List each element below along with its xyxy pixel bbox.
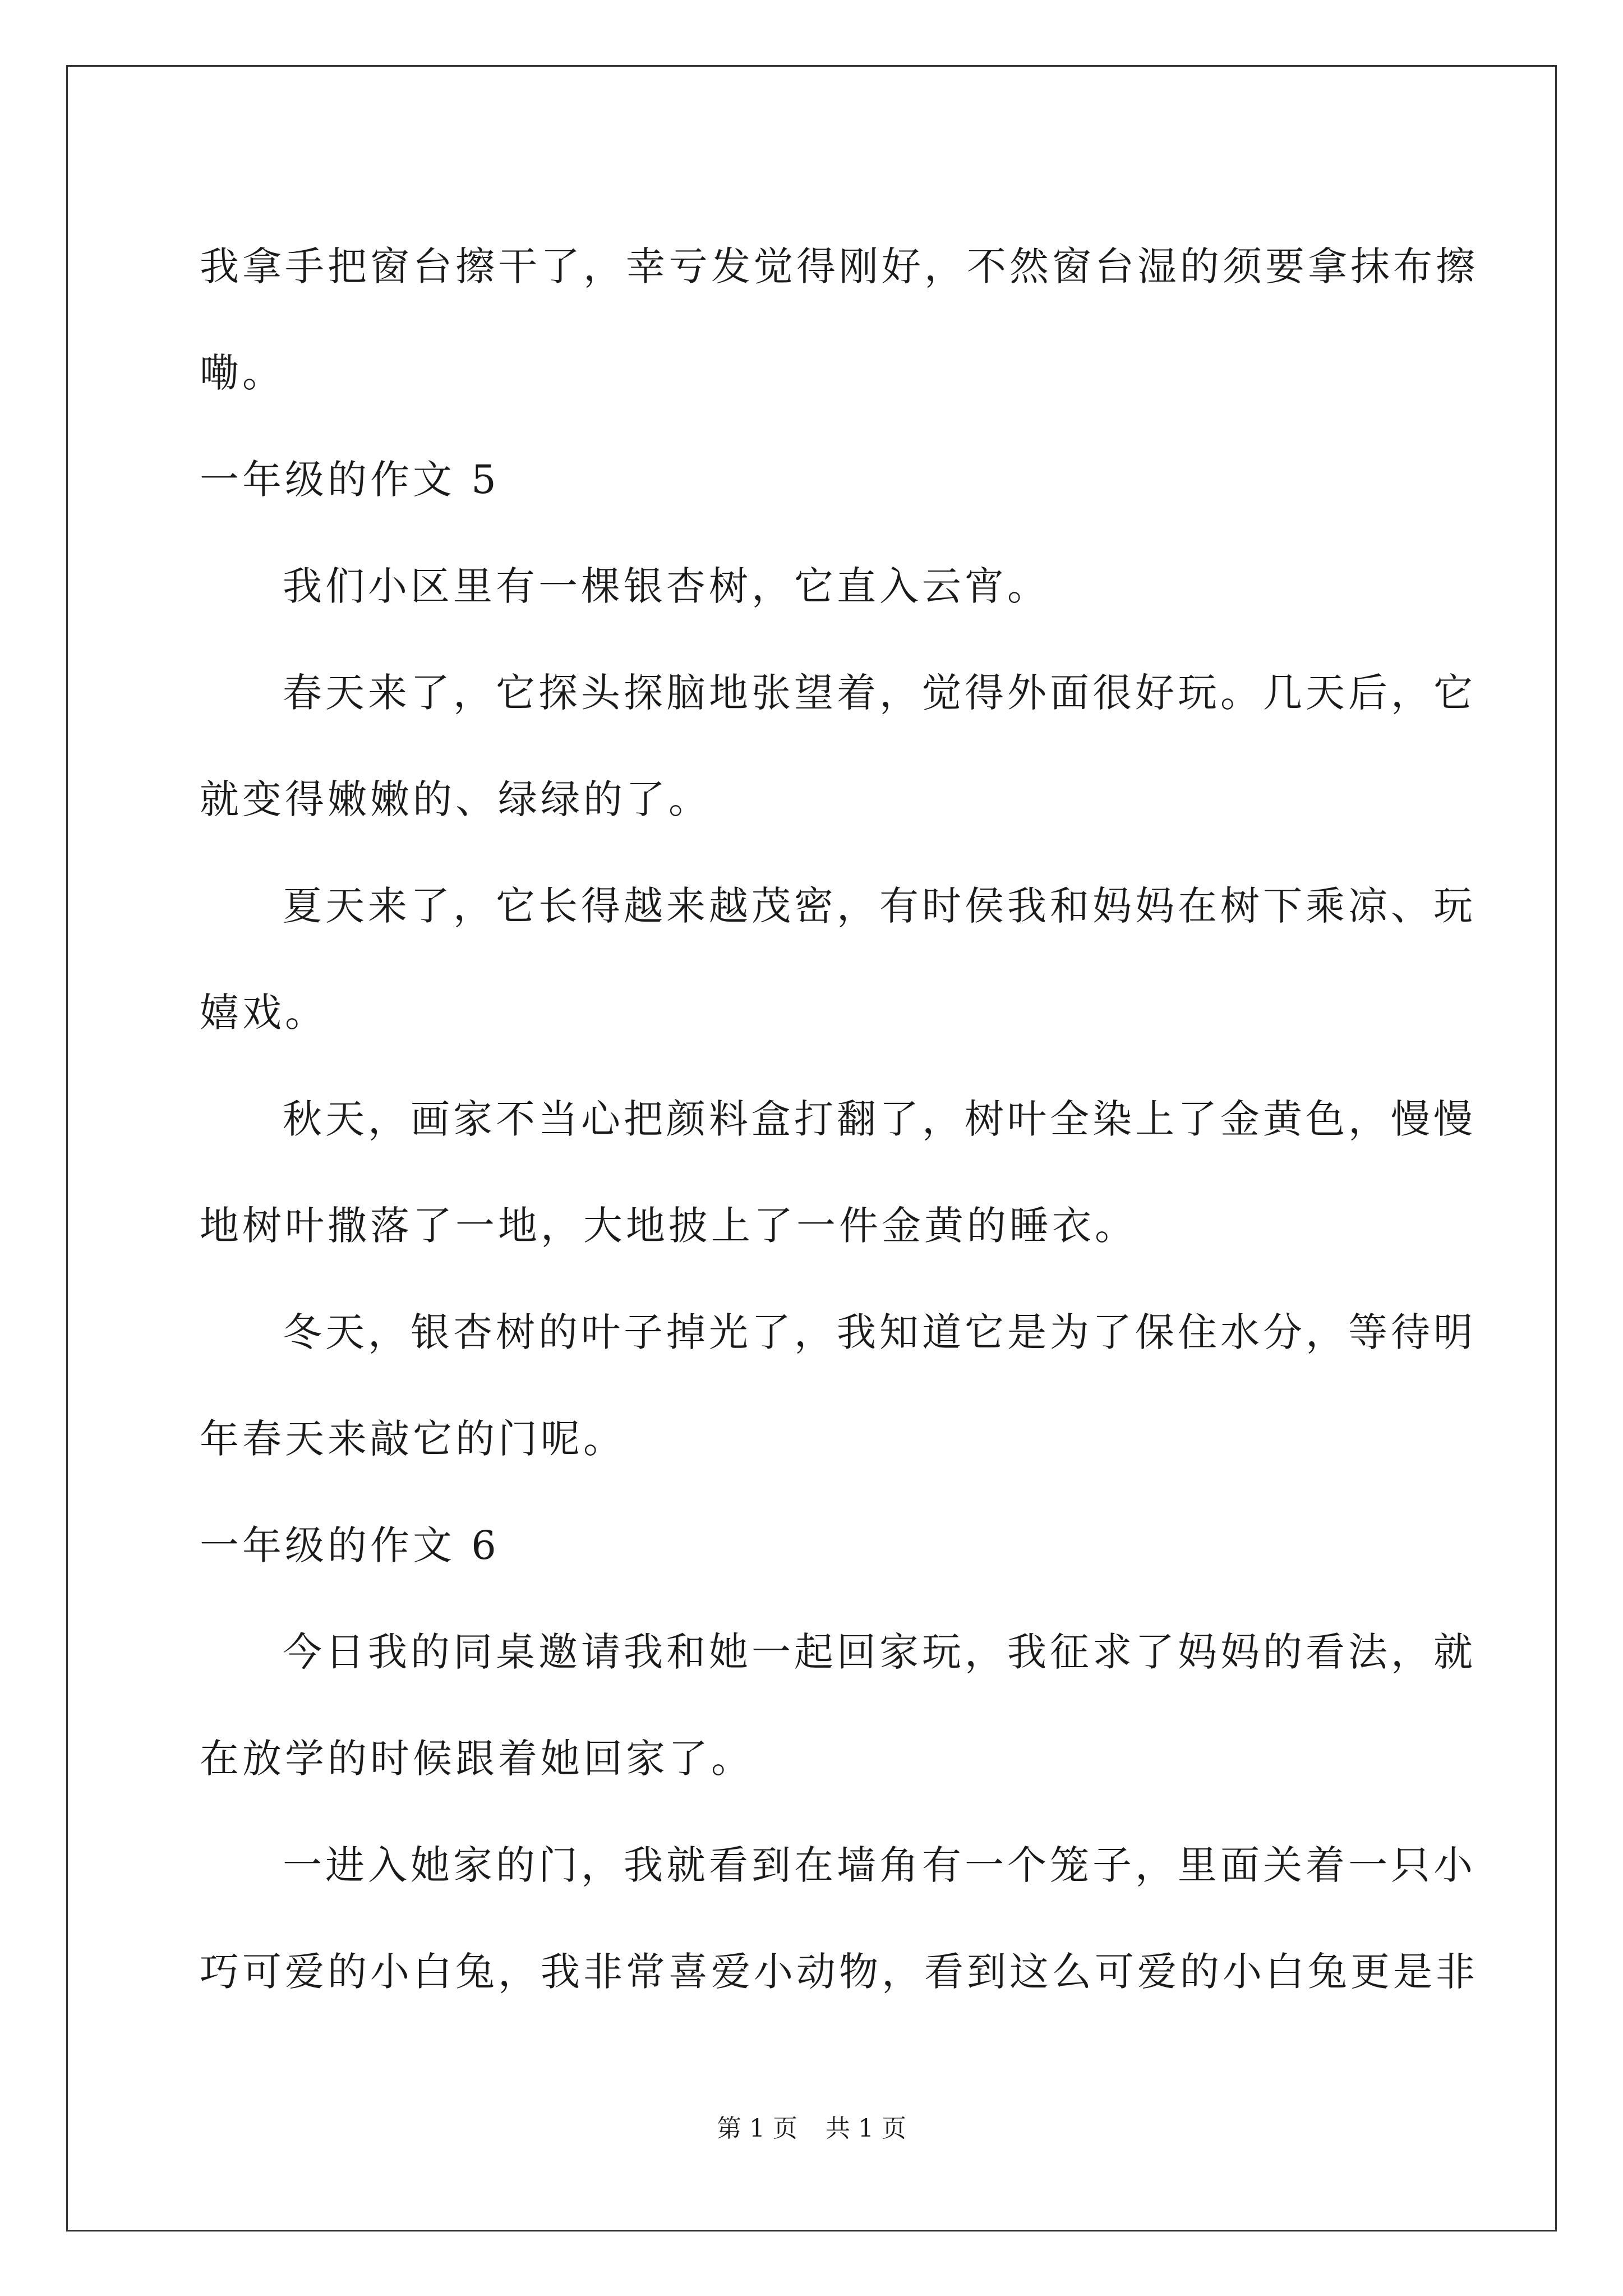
text-line-2: 嘞。 xyxy=(200,350,285,396)
text-line-17: 巧可爱的小白兔，我非常喜爱小动物，看到这么可爱的小白兔更是非 xyxy=(200,1949,1478,1995)
text-line-8: 嬉戏。 xyxy=(200,990,328,1036)
document-body xyxy=(200,213,1478,2025)
section-heading-6: 一年级的作文 6 xyxy=(200,1522,500,1568)
text-line-11: 冬天，银杏树的叶子掉光了，我知道它是为了保住水分，等待明 xyxy=(283,1309,1476,1355)
page-number: 第 1 页 xyxy=(717,2114,797,2143)
text-line-15: 在放学的时候跟着她回家了。 xyxy=(200,1736,754,1782)
text-line-6: 就变得嫩嫩的、绿绿的了。 xyxy=(200,776,711,822)
text-line-7: 夏天来了，它长得越来越茂密，有时侯我和妈妈在树下乘凉、玩 xyxy=(283,883,1476,929)
text-line-10: 地树叶撒落了一地，大地披上了一件金黄的睡衣。 xyxy=(200,1203,1137,1249)
text-line-1: 我拿手把窗台擦干了，幸亏发觉得刚好，不然窗台湿的须要拿抹布擦 xyxy=(200,243,1478,289)
section-heading-5: 一年级的作文 5 xyxy=(200,457,500,503)
text-line-12: 年春天来敲它的门呢。 xyxy=(200,1416,626,1462)
text-line-16: 一进入她家的门，我就看到在墙角有一个笼子，里面关着一只小 xyxy=(283,1842,1476,1888)
text-line-9: 秋天，画家不当心把颜料盒打翻了，树叶全染上了金黄色，慢慢 xyxy=(283,1096,1476,1142)
page-total: 共 1 页 xyxy=(826,2114,906,2143)
text-line-14: 今日我的同桌邀请我和她一起回家玩，我征求了妈妈的看法，就 xyxy=(283,1629,1476,1675)
text-line-5: 春天来了，它探头探脑地张望着，觉得外面很好玩。几天后，它 xyxy=(283,670,1476,716)
text-line-4: 我们小区里有一棵银杏树，它直入云宵。 xyxy=(283,563,1050,609)
page-footer xyxy=(0,2112,1623,2146)
